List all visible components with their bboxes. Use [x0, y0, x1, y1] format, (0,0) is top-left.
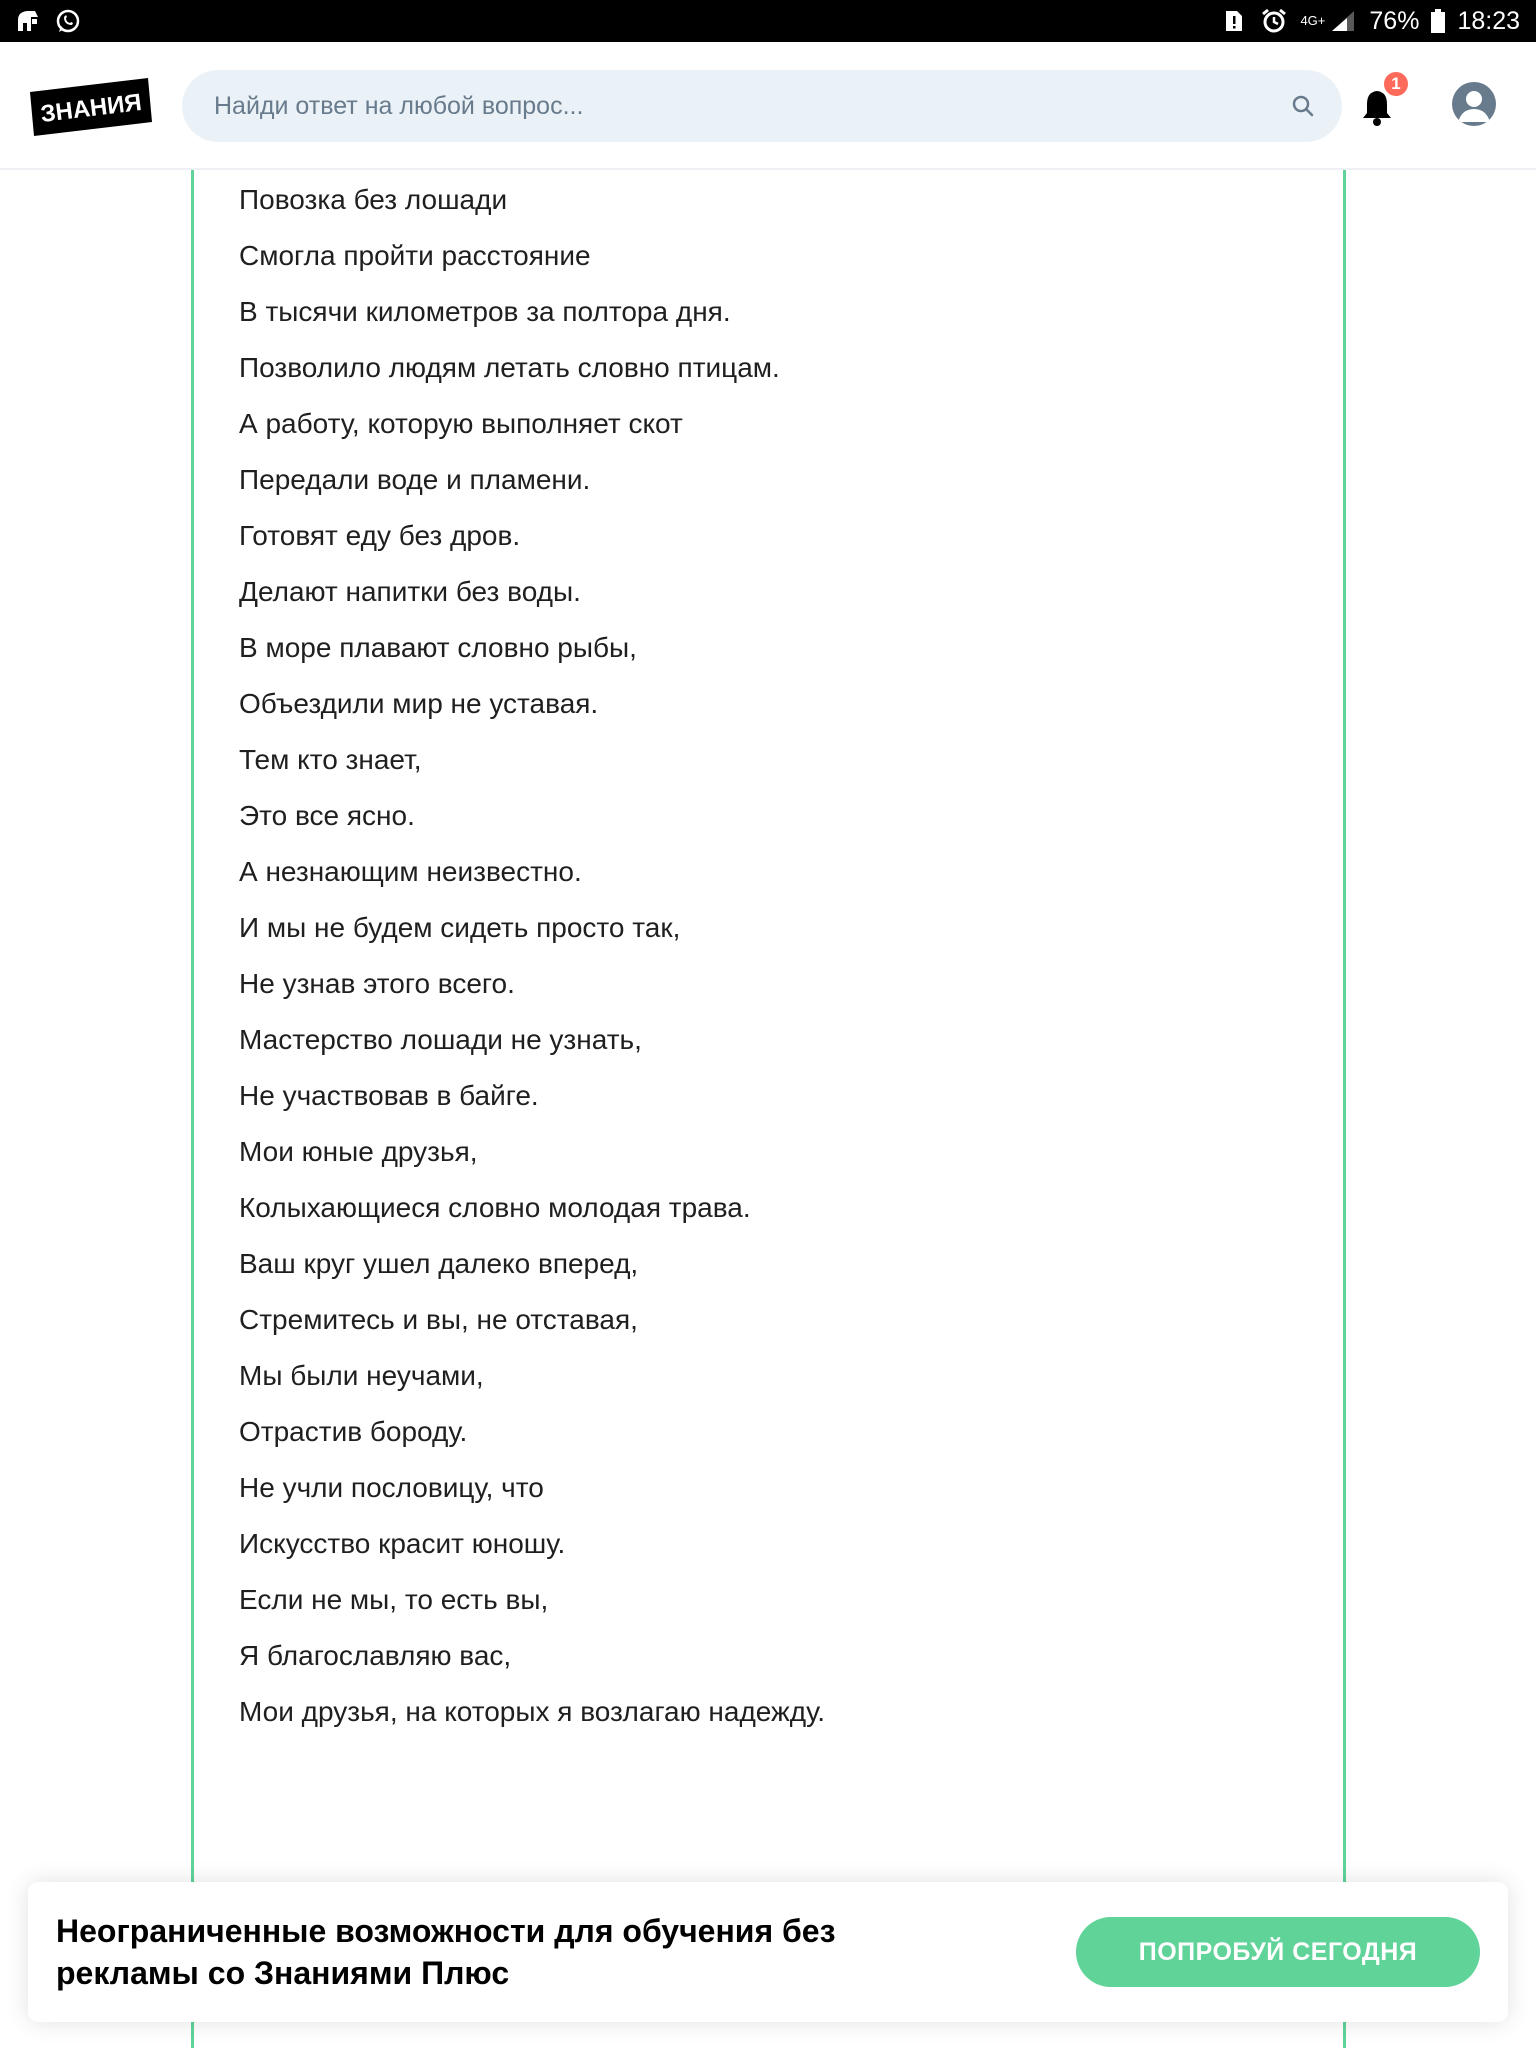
answer-line: И мы не будем сидеть просто так,: [239, 912, 681, 943]
answer-line: Повозка без лошади: [239, 184, 508, 215]
status-bar: [0, 0, 1536, 42]
answer-line: Смогла пройти расстояние: [239, 240, 591, 271]
answer-line: Стремитесь и вы, не отставая,: [239, 1304, 638, 1335]
answer-line: В море плавают словно рыбы,: [239, 632, 637, 663]
answer-line: Колыхающиеся словно молодая трава.: [239, 1192, 751, 1223]
network-type-label: 4G+: [1300, 12, 1326, 28]
answer-line: А работу, которую выполняет скот: [239, 408, 683, 439]
answer-line: Не узнав этого всего.: [239, 968, 515, 999]
game-app-icon: [14, 7, 42, 35]
answer-line: Делают напитки без воды.: [239, 576, 581, 607]
search-icon[interactable]: [1290, 93, 1316, 119]
answer-line: Это все ясно.: [239, 800, 415, 831]
status-bar-left: [14, 7, 82, 35]
try-today-button[interactable]: ПОПРОБУЙ СЕГОДНЯ: [1076, 1917, 1480, 1987]
answer-line: Отрастив бороду.: [239, 1416, 468, 1447]
znaniya-logo[interactable]: [30, 78, 152, 128]
alarm-icon: [1260, 7, 1288, 35]
clock-time: 18:23: [1457, 6, 1520, 35]
search-bar[interactable]: [182, 70, 1342, 142]
answer-line: Не участвовав в байге.: [239, 1080, 539, 1111]
answer-line: Передали воде и пламени.: [239, 464, 591, 495]
answer-line: А незнающим неизвестно.: [239, 856, 582, 887]
signal-icon: [1329, 7, 1357, 35]
status-bar-right: [1220, 7, 1520, 36]
answer-line: Позволило людям летать словно птицам.: [239, 352, 780, 383]
answer-line: Мастерство лошади не узнать,: [239, 1024, 642, 1055]
plus-promo-banner: [28, 1882, 1508, 2022]
answer-line: Я благославляю вас,: [239, 1640, 512, 1671]
answer-line: Готовят еду без дров.: [239, 520, 521, 551]
battery-percent: 76%: [1369, 6, 1420, 35]
answer-line: Тем кто знает,: [239, 744, 422, 775]
answer-line: В тысячи километров за полтора дня.: [239, 296, 731, 327]
whatsapp-icon: [54, 7, 82, 35]
answer-line: Объездили мир не уставая.: [239, 688, 599, 719]
answer-line: Мои юные друзья,: [239, 1136, 478, 1167]
battery-icon: [1431, 7, 1445, 35]
site-header: [0, 42, 1536, 170]
answer-card: [191, 170, 1346, 2048]
answer-line: Не учли пословицу, что: [239, 1472, 544, 1503]
answer-line: Мои друзья, на которых я возлагаю надежду.: [239, 1696, 826, 1727]
user-avatar[interactable]: [1452, 82, 1496, 126]
answer-text: [239, 172, 825, 1740]
answer-line: Мы были неучами,: [239, 1360, 484, 1391]
search-input[interactable]: [214, 92, 1290, 121]
promo-text: Неограниченные возможности для обучения без рекламы со Знаниями Плюс: [56, 1913, 836, 1991]
sim-alert-icon: [1220, 7, 1248, 35]
answer-line: Если не мы, то есть вы,: [239, 1584, 549, 1615]
answer-line: Искусство красит юношу.: [239, 1528, 566, 1559]
answer-line: Ваш круг ушел далеко вперед,: [239, 1248, 639, 1279]
logo-text: ЗНАНИЯ: [39, 88, 144, 129]
notification-badge: 1: [1382, 70, 1410, 98]
